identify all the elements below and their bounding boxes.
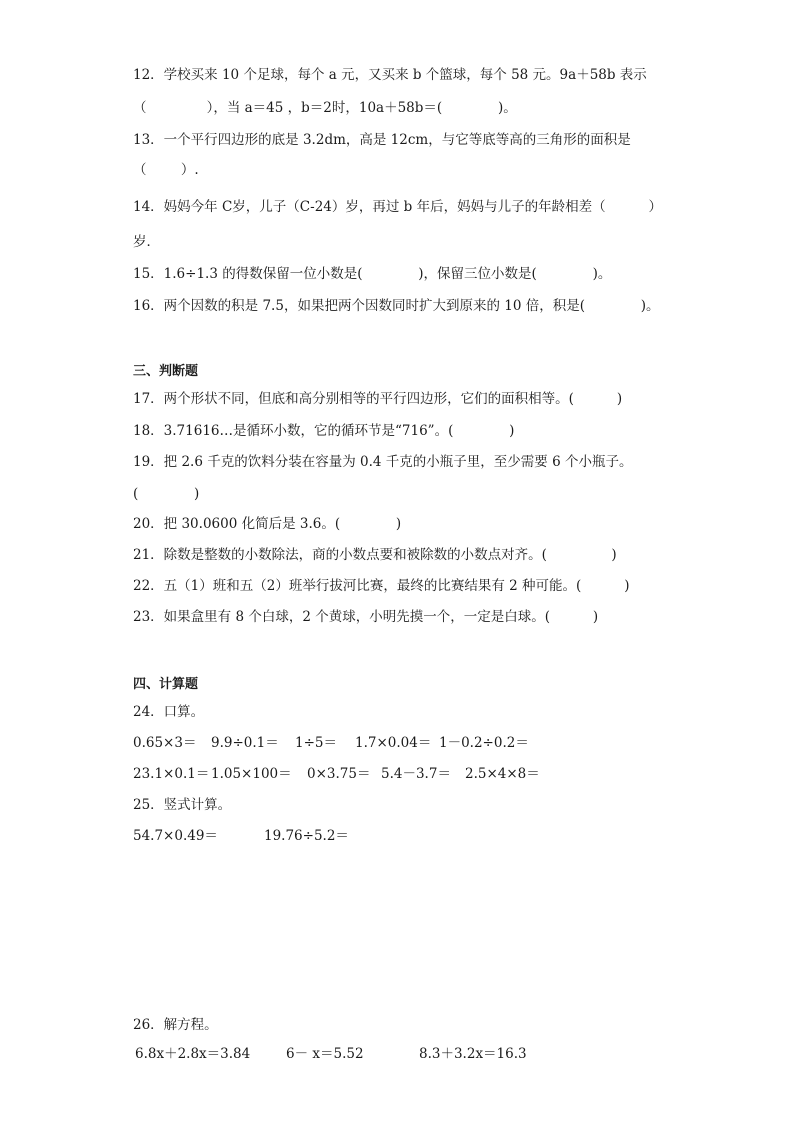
question-19-line1: 19．把 2.6 千克的饮料分装在容量为 0.4 千克的小瓶子里，至少需要 6 个小瓶子。 [133, 454, 633, 470]
question-13-line2: （ ）. [133, 162, 199, 178]
question-12-line1: 12．学校买来 10 个足球，每个 a 元，又买来 b 个篮球，每个 58 元。9a＋58b 表示 [133, 67, 647, 83]
vertical-calc-row [133, 827, 349, 881]
question-13-line1: 13．一个平行四边形的底是 3.2dm，高是 12cm，与它等底等高的三角形的面积是 [133, 132, 631, 148]
equation-row [133, 1045, 527, 1117]
section-3-heading: 三、判断题 [133, 364, 199, 379]
question-12-line2: （ ），当 a＝45 ，b＝2时，10a＋58b＝( )。 [133, 100, 517, 116]
question-16: 16．两个因数的积是 7.5，如果把两个因数同时扩大到原来的 10 倍，积是( )。 [133, 298, 660, 314]
equation-item: 6.8x＋2.8x＝3.84 [135, 1046, 251, 1062]
oral-calc-item: 2.5×4×8＝ [465, 766, 540, 782]
oral-calc-item: 0×3.75＝ [307, 766, 371, 782]
oral-calc-item: 23.1×0.1＝ [133, 766, 210, 782]
question-23: 23．如果盒里有 8 个白球，2 个黄球，小明先摸一个，一定是白球。( ) [133, 609, 599, 625]
question-26: 26．解方程。 [133, 1017, 218, 1033]
equation-item: 8.3＋3.2x＝16.3 [419, 1046, 527, 1062]
question-19-line2: ( ) [133, 486, 200, 502]
oral-calc-item: 9.9÷0.1＝ [211, 735, 279, 751]
question-24: 24．口算。 [133, 704, 205, 720]
vertical-calc-item: 19.76÷5.2＝ [264, 828, 349, 844]
oral-calc-item: 0.65×3＝ [133, 735, 197, 751]
question-17: 17．两个形状不同，但底和高分别相等的平行四边形，它们的面积相等。( ) [133, 391, 623, 407]
oral-calc-item: 1.05×100＝ [211, 766, 292, 782]
oral-calc-item: 1÷5＝ [295, 735, 337, 751]
question-14-line2: 岁． [133, 234, 160, 250]
question-18: 18．3.71616…是循环小数，它的循环节是“716”。( ) [133, 423, 515, 439]
question-15: 15．1.6÷1.3 的得数保留一位小数是( )，保留三位小数是( )。 [133, 266, 612, 282]
vertical-calc-item: 54.7×0.49＝ [133, 828, 218, 844]
question-22: 22．五（1）班和五（2）班举行拔河比赛，最终的比赛结果有 2 种可能。( ) [133, 578, 630, 594]
question-14-line1: 14．妈妈今年 C岁，儿子（C-24）岁，再过 b 年后，妈妈与儿子的年龄相差（ ） [133, 199, 663, 215]
oral-calc-item: 1－0.2÷0.2＝ [439, 735, 529, 751]
section-4-heading: 四、计算题 [133, 677, 199, 692]
question-20: 20．把 30.0600 化简后是 3.6。( ) [133, 516, 402, 532]
question-21: 21．除数是整数的小数除法，商的小数点要和被除数的小数点对齐。( ) [133, 547, 617, 563]
oral-calc-item: 1.7×0.04＝ [355, 735, 432, 751]
question-25: 25．竖式计算。 [133, 797, 232, 813]
oral-calc-item: 5.4－3.7＝ [381, 766, 451, 782]
equation-item: 6－ x＝5.52 [286, 1046, 364, 1062]
